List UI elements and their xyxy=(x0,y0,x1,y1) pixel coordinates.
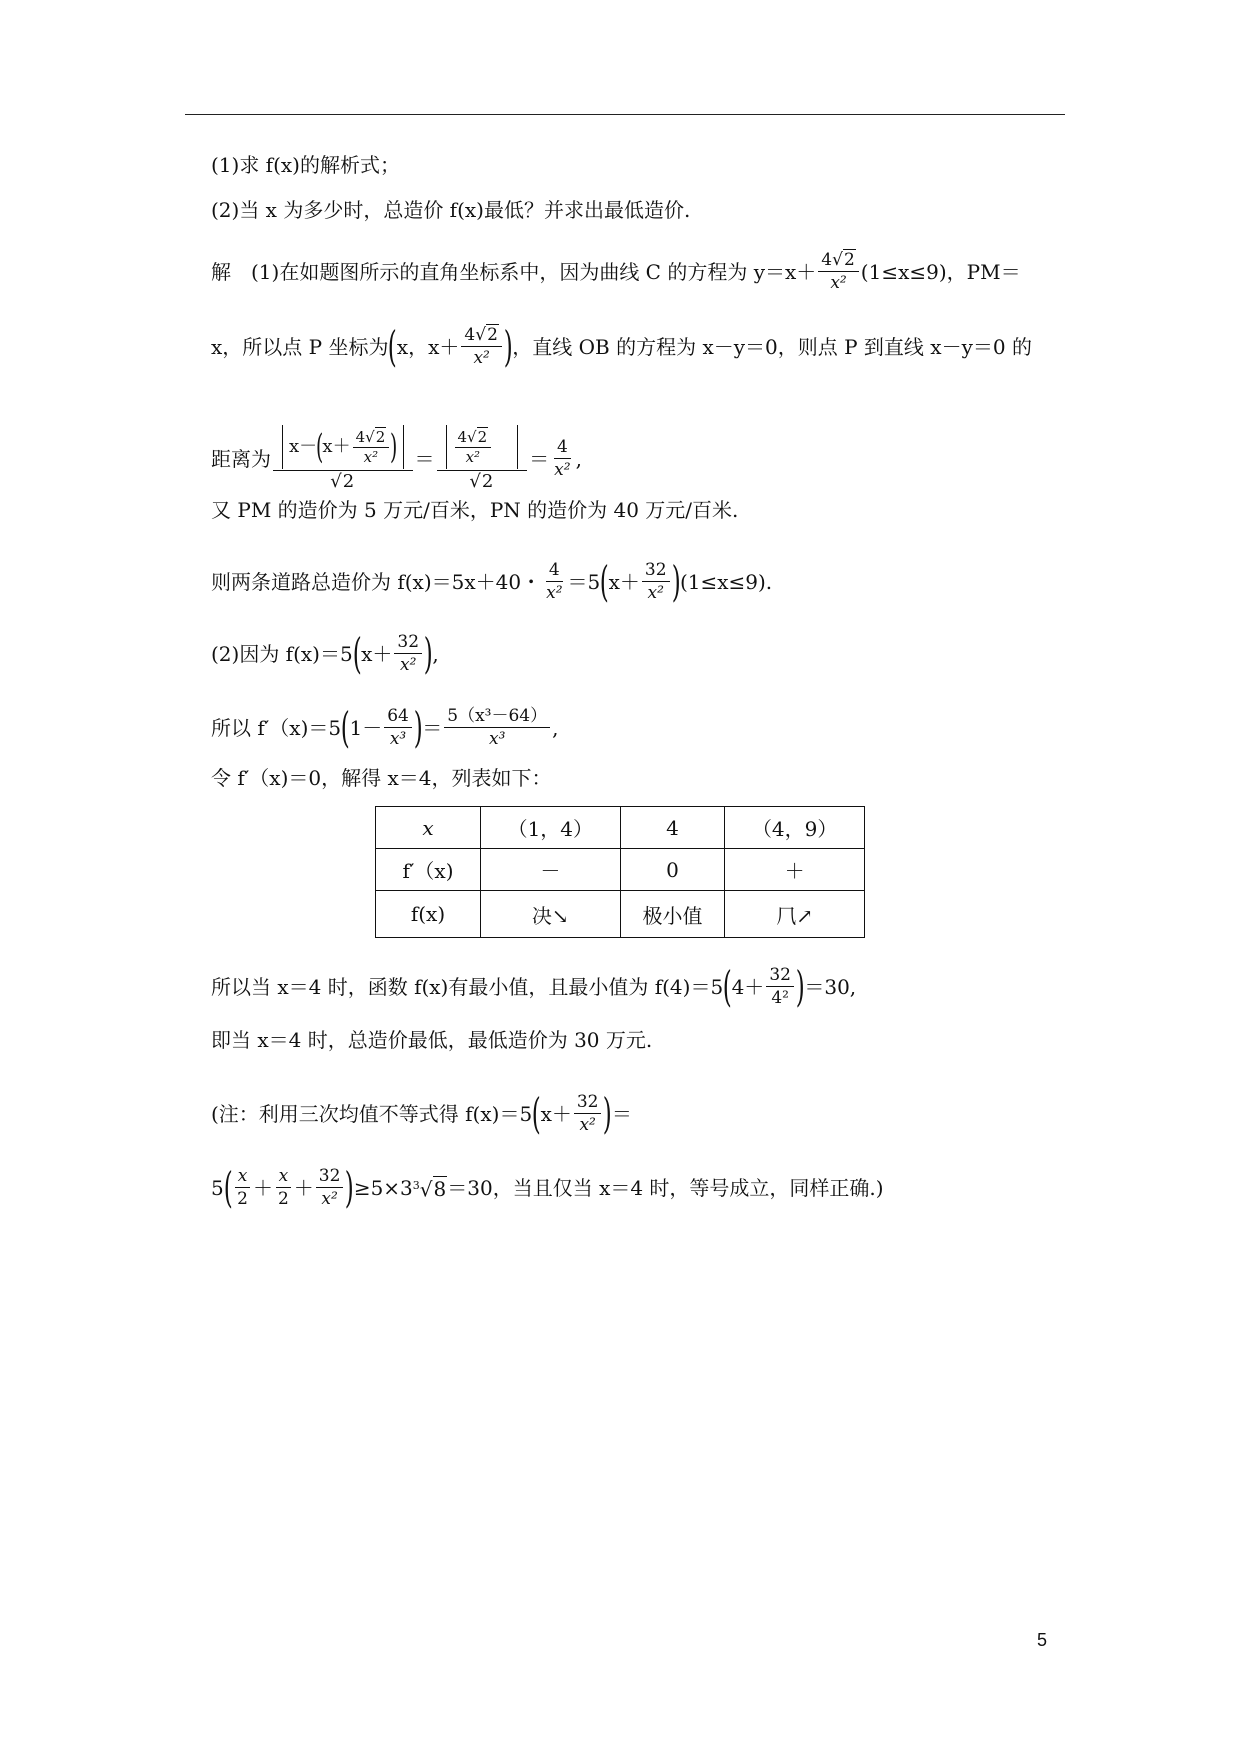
table-cell: 0 xyxy=(620,849,725,891)
table-row xyxy=(376,807,865,849)
table-cell: 决↘ xyxy=(480,891,620,938)
table-cell: ⺇↗ xyxy=(725,891,865,938)
fraction: $\frac{64}{\text{x³}}$ xyxy=(384,706,412,749)
fraction: $\frac{32}{\text{x²}}$ xyxy=(642,560,670,603)
fraction: $\frac{32}{\text{x²}}$ xyxy=(394,632,422,675)
table-cell: 4 xyxy=(620,807,725,849)
fraction: $\frac{4}{\text{x²}}$ xyxy=(554,437,571,480)
fraction: $\frac{32}{\text{4²}}$ xyxy=(766,965,794,1008)
table-row xyxy=(376,849,865,891)
solution-line-12: 5 ( $\frac{x}{2}$ ＋ $\frac{x}{2}$ ＋ $\frac{32}{\text{x²}}$ ) ≥5×3 $^3$√8 ＝30，当且仅当 x＝4 时，等号成立，同样正确.) xyxy=(211,1162,884,1212)
question-1: (1)求 f(x)的解析式； xyxy=(211,153,400,177)
table-cell: f′（x) xyxy=(376,849,481,891)
fraction: $\frac{32}{\text{x²}}$ xyxy=(574,1092,602,1135)
solution-line-8: 令 f′（x)＝0，解得 x＝4，列表如下： xyxy=(211,766,552,790)
table-cell: x xyxy=(376,807,481,849)
solution-line-5: 则两条道路总造价为 f(x)＝5x＋40・ $\frac{4}{\text{x²}}$ ＝5 ( x＋ $\frac{32}{\text{x²}}$ ) (1≤x≤9). xyxy=(211,556,773,606)
solution-line-4: 又 PM 的造价为 5 万元/百米，PN 的造价为 40 万元/百米. xyxy=(211,498,739,522)
solution-line-7: 所以 f′（x)＝5 ( 1－ $\frac{64}{\text{x³}}$ ) ＝ $\frac{\text{5（x³－64）}}{\text{x³}}$ , xyxy=(211,702,559,752)
fraction: $\frac{4√2}{\text{x²}}$ xyxy=(461,325,502,368)
fraction: $\frac{x}{2}$ xyxy=(275,1166,292,1209)
fraction: $\frac{4√2}{\text{x²}}$ xyxy=(818,250,859,293)
table-cell: （1，4） xyxy=(480,807,620,849)
table-cell: f(x) xyxy=(376,891,481,938)
page-number: 5 xyxy=(1037,1630,1048,1650)
solution-line-1: 解 (1)在如题图所示的直角坐标系中，因为曲线 C 的方程为 y＝x＋ $\frac{4√2}{\text{x²}}$ (1≤x≤9)，PM＝ xyxy=(211,250,1021,293)
solution-line-11: (注：利用三次均值不等式得 f(x)＝5 ( x＋ $\frac{32}{\text{x²}}$ ) ＝ xyxy=(211,1088,632,1138)
sqrt-symbol: √2 xyxy=(832,250,855,270)
distance-fraction-2: $\frac{\frac{4√2}{\text{x²}}}{√2}$ xyxy=(437,425,528,492)
table-cell: （4，9） xyxy=(725,807,865,849)
fraction: $\frac{x}{2}$ xyxy=(234,1166,251,1209)
table-cell: ＋ xyxy=(725,849,865,891)
variation-table xyxy=(375,806,865,938)
fraction: $\frac{\text{5（x³－64）}}{\text{x³}}$ xyxy=(444,706,550,749)
solution-line-3: 距离为 x－ ( x＋ $\frac{4√2}{\text{x²}}$ ) √2 ＝ $\frac{\frac{4√2}{\text{x²}}}{√2}$ ＝ $\frac{4}{\text{x²}}$ , xyxy=(211,427,582,492)
header-rule xyxy=(185,114,1065,115)
solution-line-10: 即当 x＝4 时，总造价最低，最低造价为 30 万元. xyxy=(211,1028,653,1052)
distance-fraction-1: x－ ( x＋ $\frac{4√2}{\text{x²}}$ ) √2 xyxy=(273,425,413,492)
cube-root-symbol: $^3$√8 xyxy=(412,1177,447,1202)
solution-line-9: 所以当 x＝4 时，函数 f(x)有最小值，且最小值为 f(4)＝5 ( 4＋ $\frac{32}{\text{4²}}$ ) ＝30, xyxy=(211,961,857,1011)
table-cell: 极小值 xyxy=(620,891,725,938)
fraction: $\frac{4}{\text{x²}}$ xyxy=(546,560,563,603)
table-cell: － xyxy=(480,849,620,891)
sqrt-symbol: √2 xyxy=(475,325,498,345)
solution-line-6: (2)因为 f(x)＝5 ( x＋ $\frac{32}{\text{x²}}$ ) , xyxy=(211,628,439,678)
fraction: $\frac{32}{\text{x²}}$ xyxy=(316,1166,344,1209)
table-row xyxy=(376,891,865,938)
solution-line-2: x，所以点 P 坐标为 ( x，x＋ $\frac{4√2}{\text{x²}}$ ) ，直线 OB 的方程为 x－y＝0，则点 P 到直线 x－y＝0 的 xyxy=(211,321,1032,371)
question-2: (2)当 x 为多少时，总造价 f(x)最低？并求出最低造价. xyxy=(211,198,691,222)
